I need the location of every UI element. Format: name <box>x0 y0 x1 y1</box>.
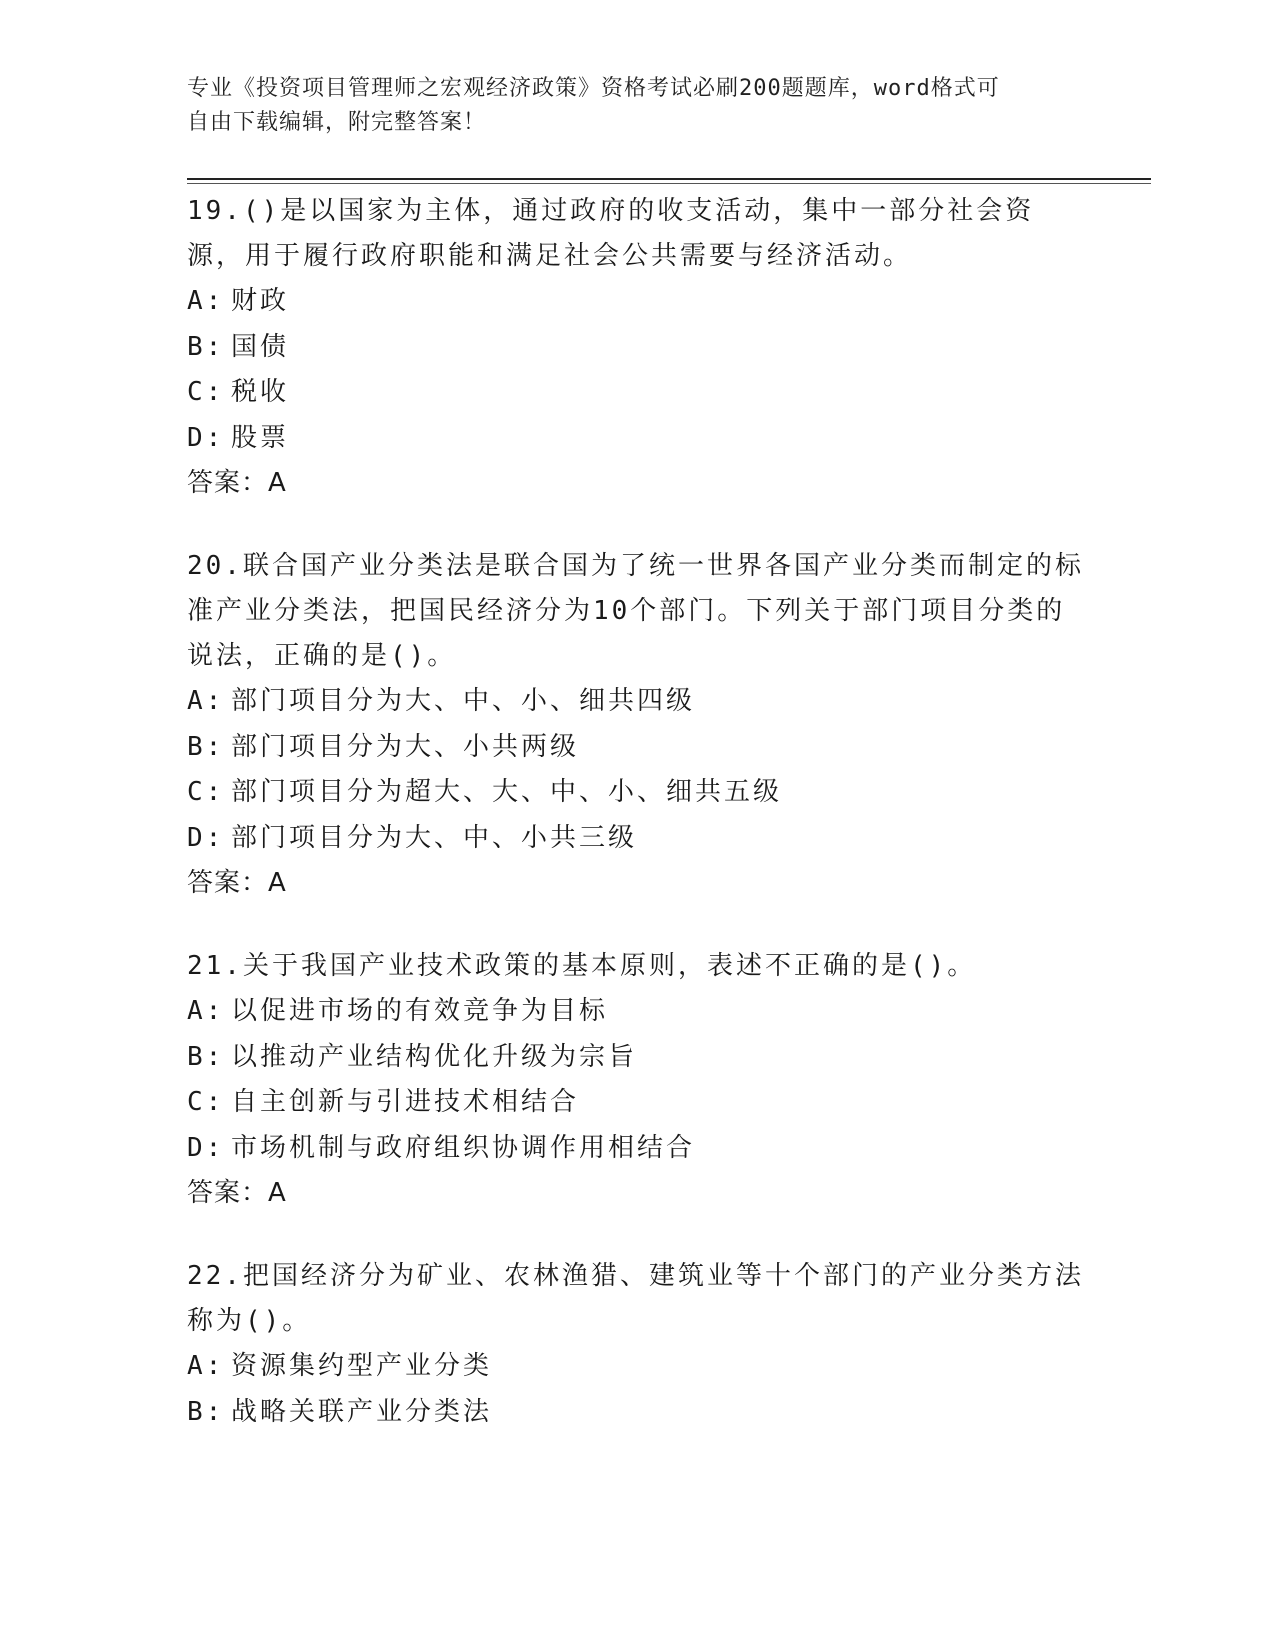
option-letter: C: <box>187 777 225 807</box>
option-text: 部门项目分为超大、大、中、小、细共五级 <box>231 777 783 807</box>
option-letter: C: <box>187 377 225 407</box>
option-letter: B: <box>187 1041 225 1072</box>
option-a <box>187 279 1087 325</box>
question-list <box>187 189 1087 1473</box>
option-d <box>187 416 1087 462</box>
option-letter: C: <box>187 1087 225 1117</box>
option-letter: D: <box>187 422 225 453</box>
option-text: 自主创新与引进技术相结合 <box>231 1087 580 1117</box>
option-b <box>187 1035 1087 1081</box>
option-d <box>187 816 1087 862</box>
option-text: 部门项目分为大、小共两级 <box>231 731 580 762</box>
option-text: 股票 <box>231 422 290 453</box>
answer-line: 答案：A <box>187 468 287 498</box>
question-stem: 19.()是以国家为主体，通过政府的收支活动，集中一部分社会资源，用于履行政府职能和满足社会公共需要与经济活动。 <box>187 196 1035 271</box>
question-19 <box>187 189 1087 506</box>
option-a <box>187 679 1087 725</box>
option-letter: A: <box>187 1351 225 1381</box>
header-divider-thin <box>187 183 1151 184</box>
answer-line: 答案：A <box>187 1178 287 1208</box>
option-text: 部门项目分为大、中、小共三级 <box>231 822 638 853</box>
document-header <box>187 72 1067 140</box>
option-b <box>187 725 1087 771</box>
option-b <box>187 325 1087 371</box>
question-stem: 22.把国经济分为矿业、农林渔猎、建筑业等十个部门的产业分类方法称为()。 <box>187 1261 1084 1336</box>
option-c <box>187 770 1087 816</box>
option-text: 税收 <box>231 377 290 407</box>
option-text: 部门项目分为大、中、小、细共四级 <box>231 686 696 716</box>
question-stem: 20.联合国产业分类法是联合国为了统一世界各国产业分类而制定的标准产业分类法，把国民经济分为10个部门。下列关于部门项目分类的说法，正确的是()。 <box>187 551 1084 671</box>
header-divider-thick <box>187 178 1151 180</box>
header-line-1: 专业《投资项目管理师之宏观经济政策》资格考试必刷200题题库，word格式可 <box>187 76 1000 101</box>
option-text: 财政 <box>231 286 290 316</box>
question-21 <box>187 944 1087 1216</box>
option-d <box>187 1126 1087 1172</box>
option-b <box>187 1390 1087 1436</box>
option-letter: A: <box>187 286 225 316</box>
option-text: 市场机制与政府组织协调作用相结合 <box>231 1132 696 1163</box>
option-letter: B: <box>187 1396 225 1427</box>
option-text: 资源集约型产业分类 <box>231 1351 493 1381</box>
option-letter: B: <box>187 331 225 362</box>
option-text: 战略关联产业分类法 <box>231 1396 493 1427</box>
question-20 <box>187 544 1087 906</box>
option-c <box>187 1080 1087 1126</box>
option-text: 国债 <box>231 331 290 362</box>
option-letter: A: <box>187 996 225 1026</box>
option-a <box>187 1344 1087 1390</box>
question-stem: 21.关于我国产业技术政策的基本原则，表述不正确的是()。 <box>187 951 977 981</box>
header-line-2: 自由下载编辑，附完整答案！ <box>187 110 487 135</box>
option-text: 以促进市场的有效竞争为目标 <box>231 996 609 1026</box>
option-c <box>187 370 1087 416</box>
option-text: 以推动产业结构优化升级为宗旨 <box>231 1041 638 1072</box>
option-letter: A: <box>187 686 225 716</box>
option-letter: D: <box>187 1132 225 1163</box>
option-letter: D: <box>187 822 225 853</box>
option-a <box>187 989 1087 1035</box>
question-22 <box>187 1254 1087 1435</box>
option-letter: B: <box>187 731 225 762</box>
answer-line: 答案：A <box>187 868 287 898</box>
